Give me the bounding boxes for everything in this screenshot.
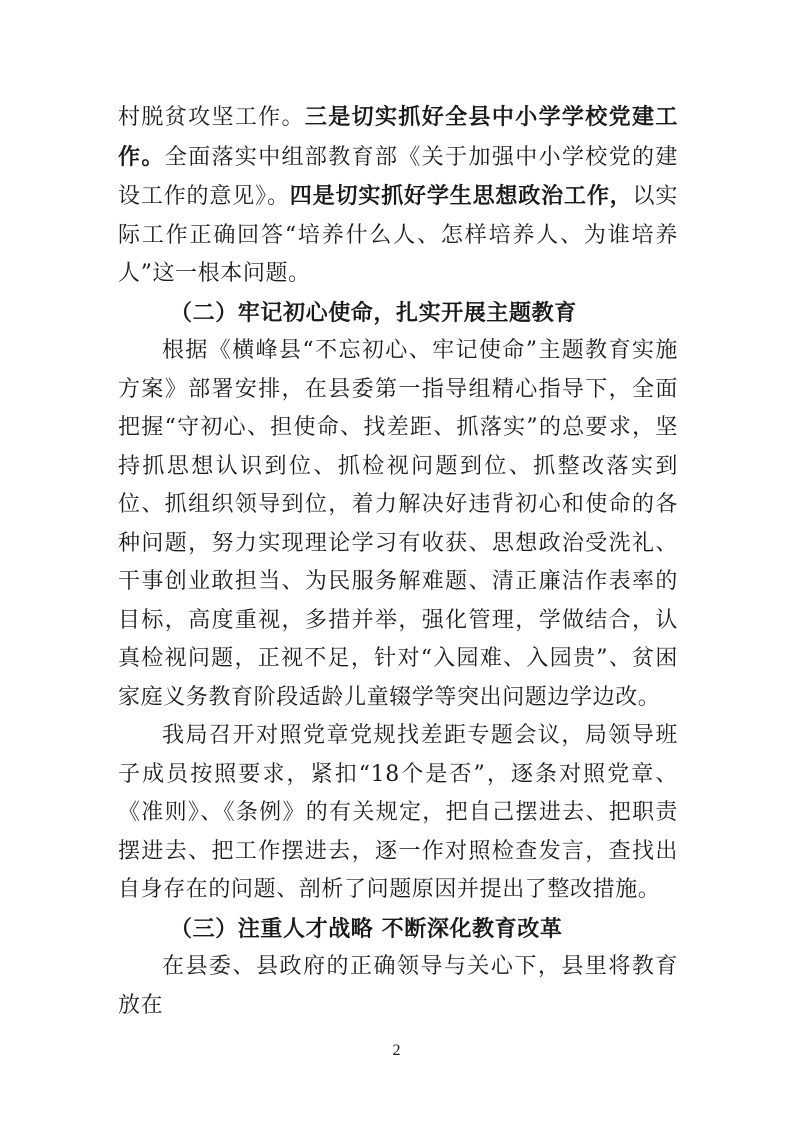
paragraph-1-text: 村脱贫攻坚工作。 bbox=[118, 105, 305, 130]
paragraph-1-emphasis: 三是切实抓好全县中小学学校党建工作。 bbox=[118, 104, 678, 170]
paragraph-continued bbox=[118, 98, 678, 294]
page-number: 2 bbox=[392, 1042, 401, 1059]
paragraph: 根据《横峰县“不忘初心、牢记使命”主题教育实施方案》部署安排，在县委第一指导组精心指导下，全面把握“守初心、担使命、找差距、抓落实”的总要求，坚持抓思想认识到位、抓检视问题到位、抓整改落实到位、抓组织领导到位，着力解决好违背初心和使命的各种问题，努力实现理论学习有收获、思想政治受洗礼、干事创业敢担当、为民服务解难题、清正廉洁作表率的目标，高度重视，多措并举，强化管理，学做结合，认真检视问题，正视不足，针对“入园难、入园贵”、贫困家庭义务教育阶段适龄儿童辍学等突出问题边学边改。 bbox=[118, 338, 678, 710]
paragraph: 在县委、县政府的正确领导与关心下，县里将教育放在 bbox=[118, 954, 678, 1018]
paragraph-1-text: 以实际工作正确回答“培养什么人、怎样培养人、为谁培养人”这一根本问题。 bbox=[118, 184, 678, 286]
section-heading: （三）注重人才战略 不断深化教育改革 bbox=[170, 915, 563, 942]
paragraph: 我局召开对照党章党规找差距专题会议，局领导班子成员按照要求，紧扣“18个是否”，逐条对照党章、《准则》、《条例》的有关规定，把自己摆进去、把职责摆进去、把工作摆进去，逐一作对照检查发言，查找出自身存在的问题、剖析了问题原因并提出了整改措施。 bbox=[118, 723, 678, 902]
body-text bbox=[118, 98, 678, 1025]
section-heading: （二）牢记初心使命，扎实开展主题教育 bbox=[170, 299, 577, 326]
paragraph-1-text: 全面落实中组部教育部《关于加强中小学校党的建设工作的意见》。 bbox=[118, 144, 678, 209]
paragraph-1-emphasis: 四是切实抓好学生思想政治工作， bbox=[289, 183, 633, 209]
